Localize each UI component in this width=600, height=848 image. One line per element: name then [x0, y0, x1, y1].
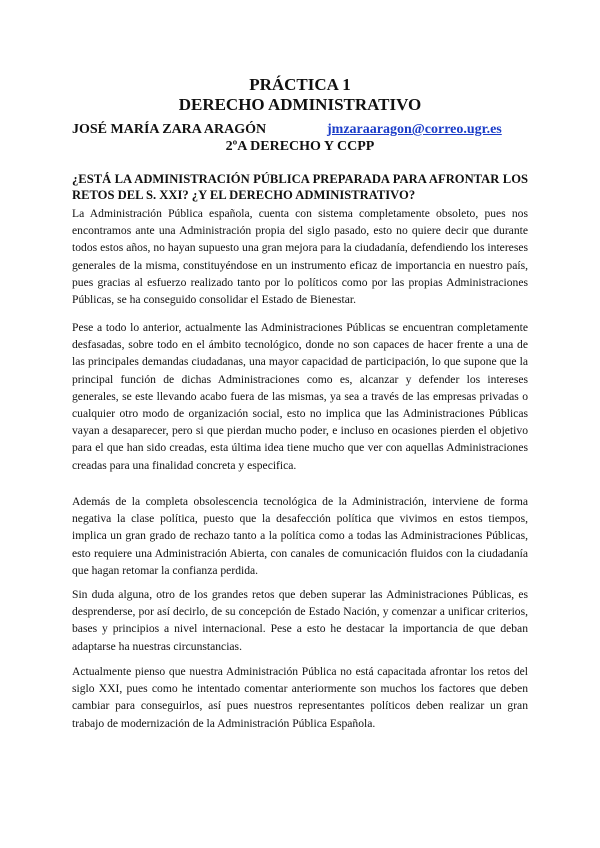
paragraph-3: Además de la completa obsolescencia tecnológica de la Administración, interviene de forma negativa la clase política, puesto que la desafección política que vivimos en estos tiempos, implica un gran grado de rechazo tanto a la política como a todas las Administraciones Públicas, esto requiere una Administración Abierta, con canales de comunicación fluidos con la ciudadanía que hagan retomar la confianza perdida.	[72, 495, 528, 577]
author-name: JOSÉ MARÍA ZARA ARAGÓN	[72, 122, 267, 137]
author-email-link[interactable]: jmzaraaragon@correo.ugr.es	[327, 122, 502, 137]
paragraph-4: Sin duda alguna, otro de los grandes retos que deben superar las Administraciones Públicas, es desprenderse, por así decirlo, de su concepción de Estado Nación, y comenzar a unificar criterios, bases y principios a nivel internacional. Pese a esto he destacar la importancia de que deban adaptarse ha nuestras circunstancias.	[72, 588, 528, 653]
document-title: PRÁCTICA 1	[249, 75, 351, 94]
author-line	[72, 121, 532, 139]
paragraph-5: Actualmente pienso que nuestra Administración Pública no está capacitada afrontar los retos del siglo XXI, pues como he intentado comentar anteriormente son muchos los factores que deben cambiar para conseguirlos, así pues nuestros representantes políticos deben realizar un gran trabajo de modernización de la Administración Pública Española.	[72, 665, 528, 730]
course-label: 2ºA DERECHO Y CCPP	[225, 139, 375, 154]
paragraph-2: Pese a todo lo anterior, actualmente las Administraciones Públicas se encuentran completamente desfasadas, sobre todo en el ámbito tecnológico, donde no son capaces de hacer frente a una de las principales demandas ciudadanas, una mayor capacidad de participación, lo que supone que la principal función de dichas Administraciones como es, alcanzar y defender los intereses generales, se este llevando acabo fuera de las mismas, ya sea a través de las empresas privadas o cualquier otro modo de organización social, esto no implica que las Administraciones Públicas vayan a desaparecer, pero si que pierdan mucho poder, e incluso en ocasiones pierden el objetivo para el que han sido creadas, esta última idea tiene mucho que ver con aquellas Administraciones creadas para una finalidad concreta y especifica.	[72, 321, 528, 472]
essay-question: ¿ESTÁ LA ADMINISTRACIÓN PÚBLICA PREPARADA PARA AFRONTAR LOS RETOS DEL S. XXI? ¿Y EL DERECHO ADMINISTRATIVO?	[72, 172, 528, 202]
document-subtitle: DERECHO ADMINISTRATIVO	[178, 95, 422, 114]
paragraph-1: La Administración Pública española, cuenta con sistema completamente obsoleto, pues nos encontramos ante una Administración propia del siglo pasado, esto no quiere decir que durante todos estos años, no hayan supuesto una gran mejora para la ciudadanía, defendiendo los intereses generales de la misma, constituyéndose en un instrumento eficaz de importancia en nuestro país, pues gracias al esfuerzo realizado tanto por lo políticos como por las propias Administraciones Públicas, se ha conseguido consolidar el Estado de Bienestar.	[72, 207, 528, 307]
